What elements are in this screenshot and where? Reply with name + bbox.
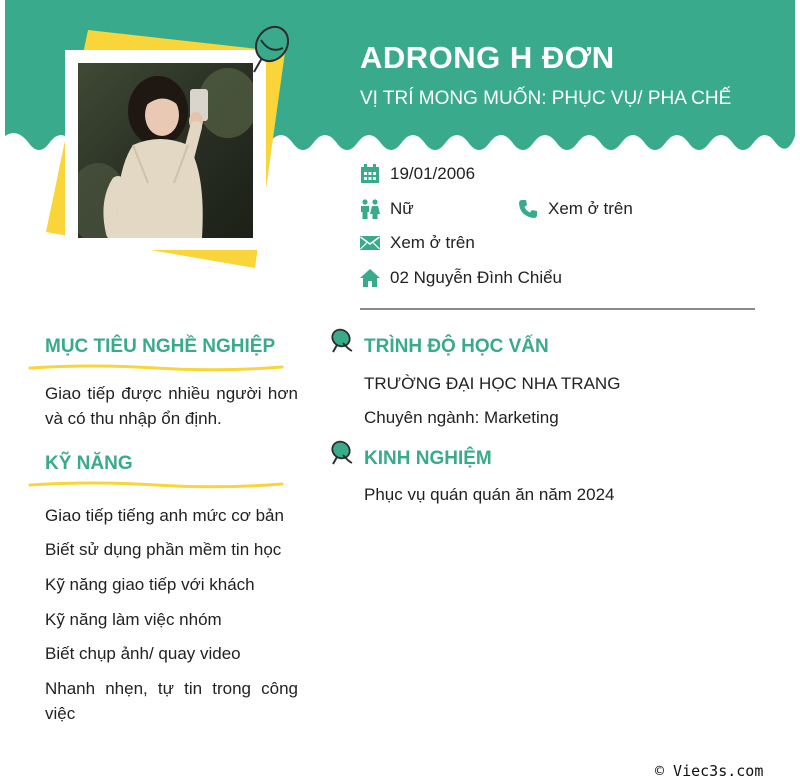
info-divider: [360, 308, 755, 310]
gender-value: Nữ: [390, 199, 414, 218]
email-value: Xem ở trên: [390, 233, 475, 252]
skill-item: Biết sử dụng phần mềm tin học: [45, 540, 282, 559]
pushpin-icon: [330, 439, 356, 467]
skills-underline: [28, 479, 284, 491]
address-value: 02 Nguyễn Đình Chiểu: [390, 268, 563, 287]
phone-row: [518, 199, 633, 219]
experience-title: KINH NGHIỆM: [364, 448, 492, 469]
education-school: TRƯỜNG ĐẠI HỌC NHA TRANG: [364, 374, 621, 393]
objective-text: Giao tiếp được nhiều người hơn và có thu nhập ổn định.: [45, 384, 298, 428]
birthday-value: 19/01/2006: [390, 164, 476, 183]
address-row: [360, 268, 562, 288]
education-major: Chuyên ngành: Marketing: [364, 408, 559, 427]
home-icon: [360, 268, 380, 288]
email-row: [360, 233, 475, 253]
birthday-row: [360, 164, 475, 184]
footer-credit: © Viec3s.com: [655, 762, 764, 780]
skill-item: Kỹ năng làm việc nhóm: [45, 610, 222, 629]
skill-item: Biết chụp ảnh/ quay video: [45, 644, 241, 663]
skill-item: Kỹ năng giao tiếp với khách: [45, 575, 255, 594]
calendar-icon: [360, 164, 380, 184]
email-icon: [360, 233, 380, 253]
candidate-name: ADRONG H ĐƠN: [360, 40, 615, 75]
experience-text: Phục vụ quán quán ăn năm 2024: [364, 485, 615, 504]
gender-row: [360, 199, 414, 219]
phone-icon: [518, 199, 538, 219]
desired-position: VỊ TRÍ MONG MUỐN: PHỤC VỤ/ PHA CHẾ: [360, 88, 732, 109]
pushpin-icon: [330, 327, 356, 355]
objective-underline: [28, 362, 284, 374]
objective-title: MỤC TIÊU NGHỀ NGHIỆP: [45, 336, 276, 357]
education-title: TRÌNH ĐỘ HỌC VẤN: [364, 336, 549, 357]
profile-photo: [78, 63, 253, 238]
phone-value: Xem ở trên: [548, 199, 633, 218]
skill-item: Nhanh nhẹn, tự tin trong công việc: [45, 679, 298, 723]
people-icon: [360, 199, 380, 219]
skill-item: Giao tiếp tiếng anh mức cơ bản: [45, 506, 284, 525]
skills-title: KỸ NĂNG: [45, 453, 133, 474]
